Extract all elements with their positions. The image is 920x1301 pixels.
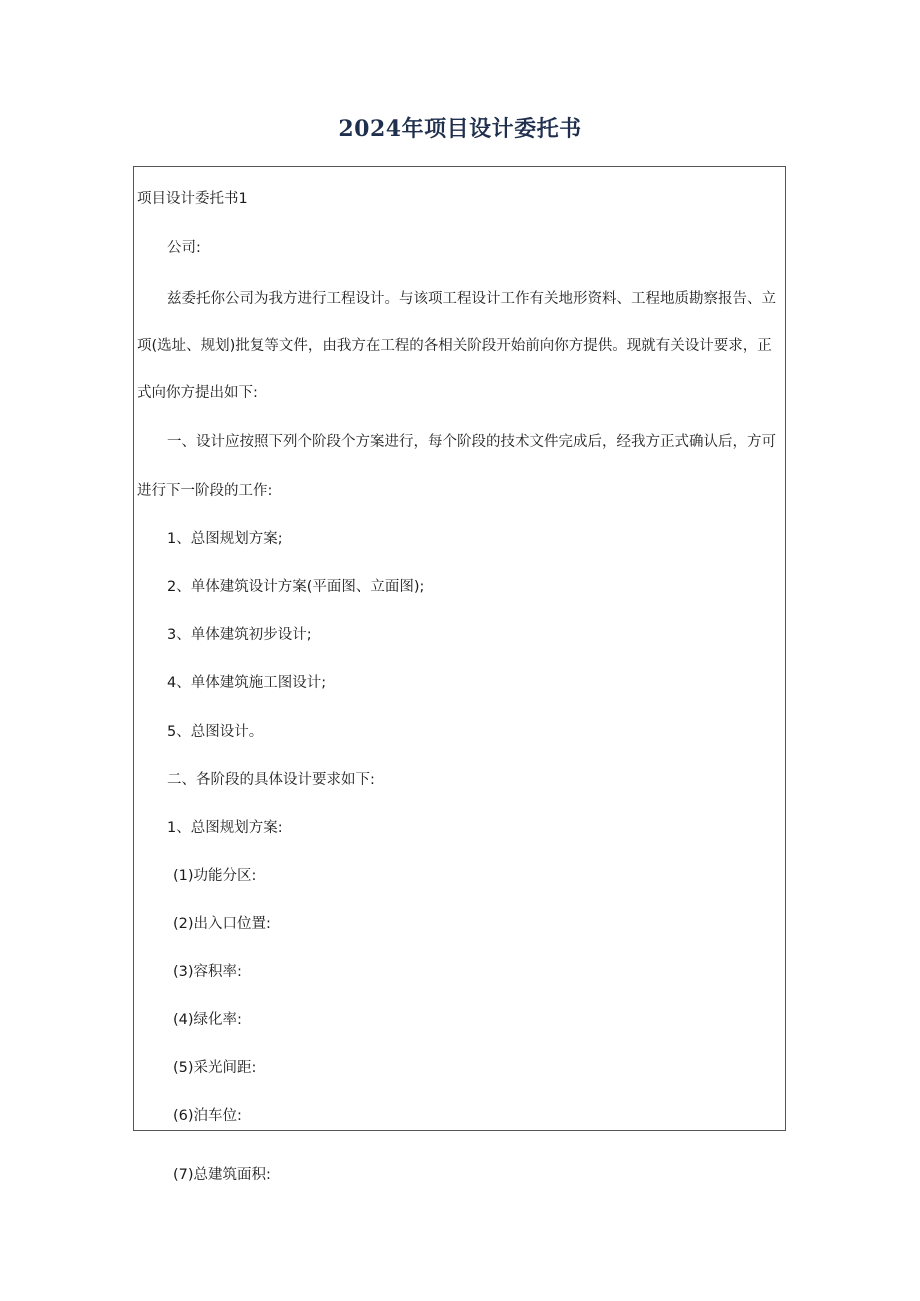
list-item: (6)泊车位: [173,1108,242,1124]
list-item: (4)绿化率: [173,1012,242,1028]
list-item: 3、单体建筑初步设计; [167,627,312,643]
paragraph-line: 一、设计应按照下列个阶段个方案进行，每个阶段的技术文件完成后，经我方正式确认后，方可 [167,434,776,450]
list-item: 1、总图规划方案; [167,531,283,547]
section-heading: 项目设计委托书1 [137,191,248,207]
list-item: 5、总图设计。 [167,724,264,740]
paragraph-line: 进行下一阶段的工作: [137,483,273,499]
list-item: (2)出入口位置: [173,916,271,932]
salutation: 公司: [167,240,201,256]
list-item: 4、单体建筑施工图设计; [167,675,327,691]
paragraph-line: 项(选址、规划)批复等文件，由我方在工程的各相关阶段开始前向你方提供。现就有关设计要求，正 [137,338,772,354]
list-item: 2、单体建筑设计方案(平面图、立面图); [167,579,425,595]
list-item: (1)功能分区: [173,868,257,884]
list-item: (3)容积率: [173,964,242,980]
list-item: (7)总建筑面积: [173,1167,271,1183]
paragraph-line: 式向你方提出如下: [137,385,258,401]
paragraph-line: 兹委托你公司为我方进行工程设计。与该项工程设计工作有关地形资料、工程地质勘察报告、立 [167,291,776,307]
list-item: 1、总图规划方案: [167,820,283,836]
document-title: 2024年项目设计委托书 [338,116,582,142]
section-heading: 二、各阶段的具体设计要求如下: [167,772,375,788]
list-item: (5)采光间距: [173,1060,257,1076]
content-frame [133,166,786,1131]
